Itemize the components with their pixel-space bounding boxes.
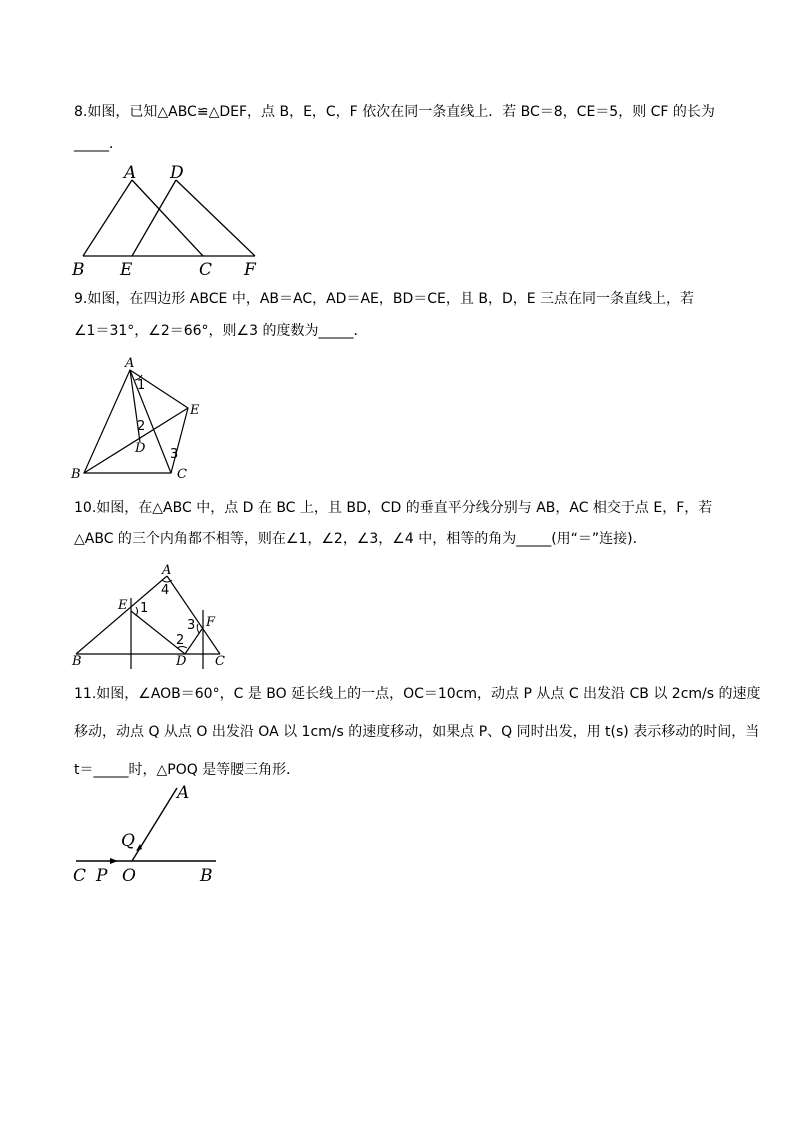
q9-text-line2: ∠1＝31°，∠2＝66°，则∠3 的度数为_____． <box>74 323 368 339</box>
q10-label-c: C <box>215 654 225 669</box>
q9-figure <box>60 350 220 480</box>
q10-angle-4: 4 <box>161 583 170 598</box>
q11-label-q: Q <box>121 831 135 851</box>
q11-label-c: C <box>73 866 87 886</box>
q11-text-line2: 移动，动点 Q 从点 O 出发沿 OA 以 1cm/s 的速度移动，如果点 P、Q 同时出发，用 t(s) 表示移动的时间，当 <box>74 724 760 740</box>
q10-text-line2: △ABC 的三个内角都不相等，则在∠1，∠2，∠3，∠4 中，相等的角为_____(用“＝”连接)． <box>74 531 647 547</box>
q9-text-line1: 9.如图，在四边形 ABCE 中，AB＝AC，AD＝AE，BD＝CE，且 B，D，E 三点在同一条直线上，若 <box>74 291 695 307</box>
q8-label-a: A <box>124 163 137 183</box>
q8-label-d: D <box>170 163 184 183</box>
q10-angle-3: 3 <box>187 618 196 633</box>
q8-figure <box>60 160 280 285</box>
q9-angle-3: 3 <box>170 447 179 462</box>
q9-angle-1: 1 <box>137 378 146 393</box>
q9-label-a: A <box>125 356 135 371</box>
q8-label-b: B <box>72 260 85 280</box>
q8-label-e: E <box>120 260 133 280</box>
q9-label-e: E <box>190 403 200 418</box>
q11-figure <box>60 780 230 890</box>
q8-label-c: C <box>199 260 213 280</box>
q10-figure <box>60 558 240 673</box>
q8-text-line1: 8.如图，已知△ABC≌△DEF，点 B，E，C，F 依次在同一条直线上．若 BC＝8，CE＝5，则 CF 的长为 <box>74 104 715 120</box>
q11-label-a: A <box>177 783 190 803</box>
q9-angle-2: 2 <box>137 419 146 434</box>
q10-angle-2: 2 <box>176 633 185 648</box>
q9-label-d: D <box>135 441 146 456</box>
q10-text-line1: 10.如图，在△ABC 中，点 D 在 BC 上，且 BD，CD 的垂直平分线分别与 AB，AC 相交于点 E，F，若 <box>74 500 713 516</box>
q10-label-d: D <box>176 654 187 669</box>
q9-label-b: B <box>71 467 81 480</box>
q11-label-b: B <box>200 866 213 886</box>
q10-label-e: E <box>118 598 128 613</box>
q8-text-line2: _____． <box>74 136 123 152</box>
q8-label-f: F <box>244 260 256 280</box>
q11-text-line1: 11.如图，∠AOB＝60°，C 是 BO 延长线上的一点，OC＝10cm，动点 P 从点 C 出发沿 CB 以 2cm/s 的速度 <box>74 686 761 702</box>
q11-label-o: O <box>122 866 136 886</box>
q11-text-line3: t＝_____时，△POQ 是等腰三角形． <box>74 762 301 778</box>
q10-label-b: B <box>72 654 82 669</box>
q10-label-a: A <box>162 563 172 578</box>
q10-label-f: F <box>206 615 216 630</box>
q9-label-c: C <box>177 467 187 480</box>
q11-label-p: P <box>96 866 108 886</box>
q10-angle-1: 1 <box>140 601 149 616</box>
